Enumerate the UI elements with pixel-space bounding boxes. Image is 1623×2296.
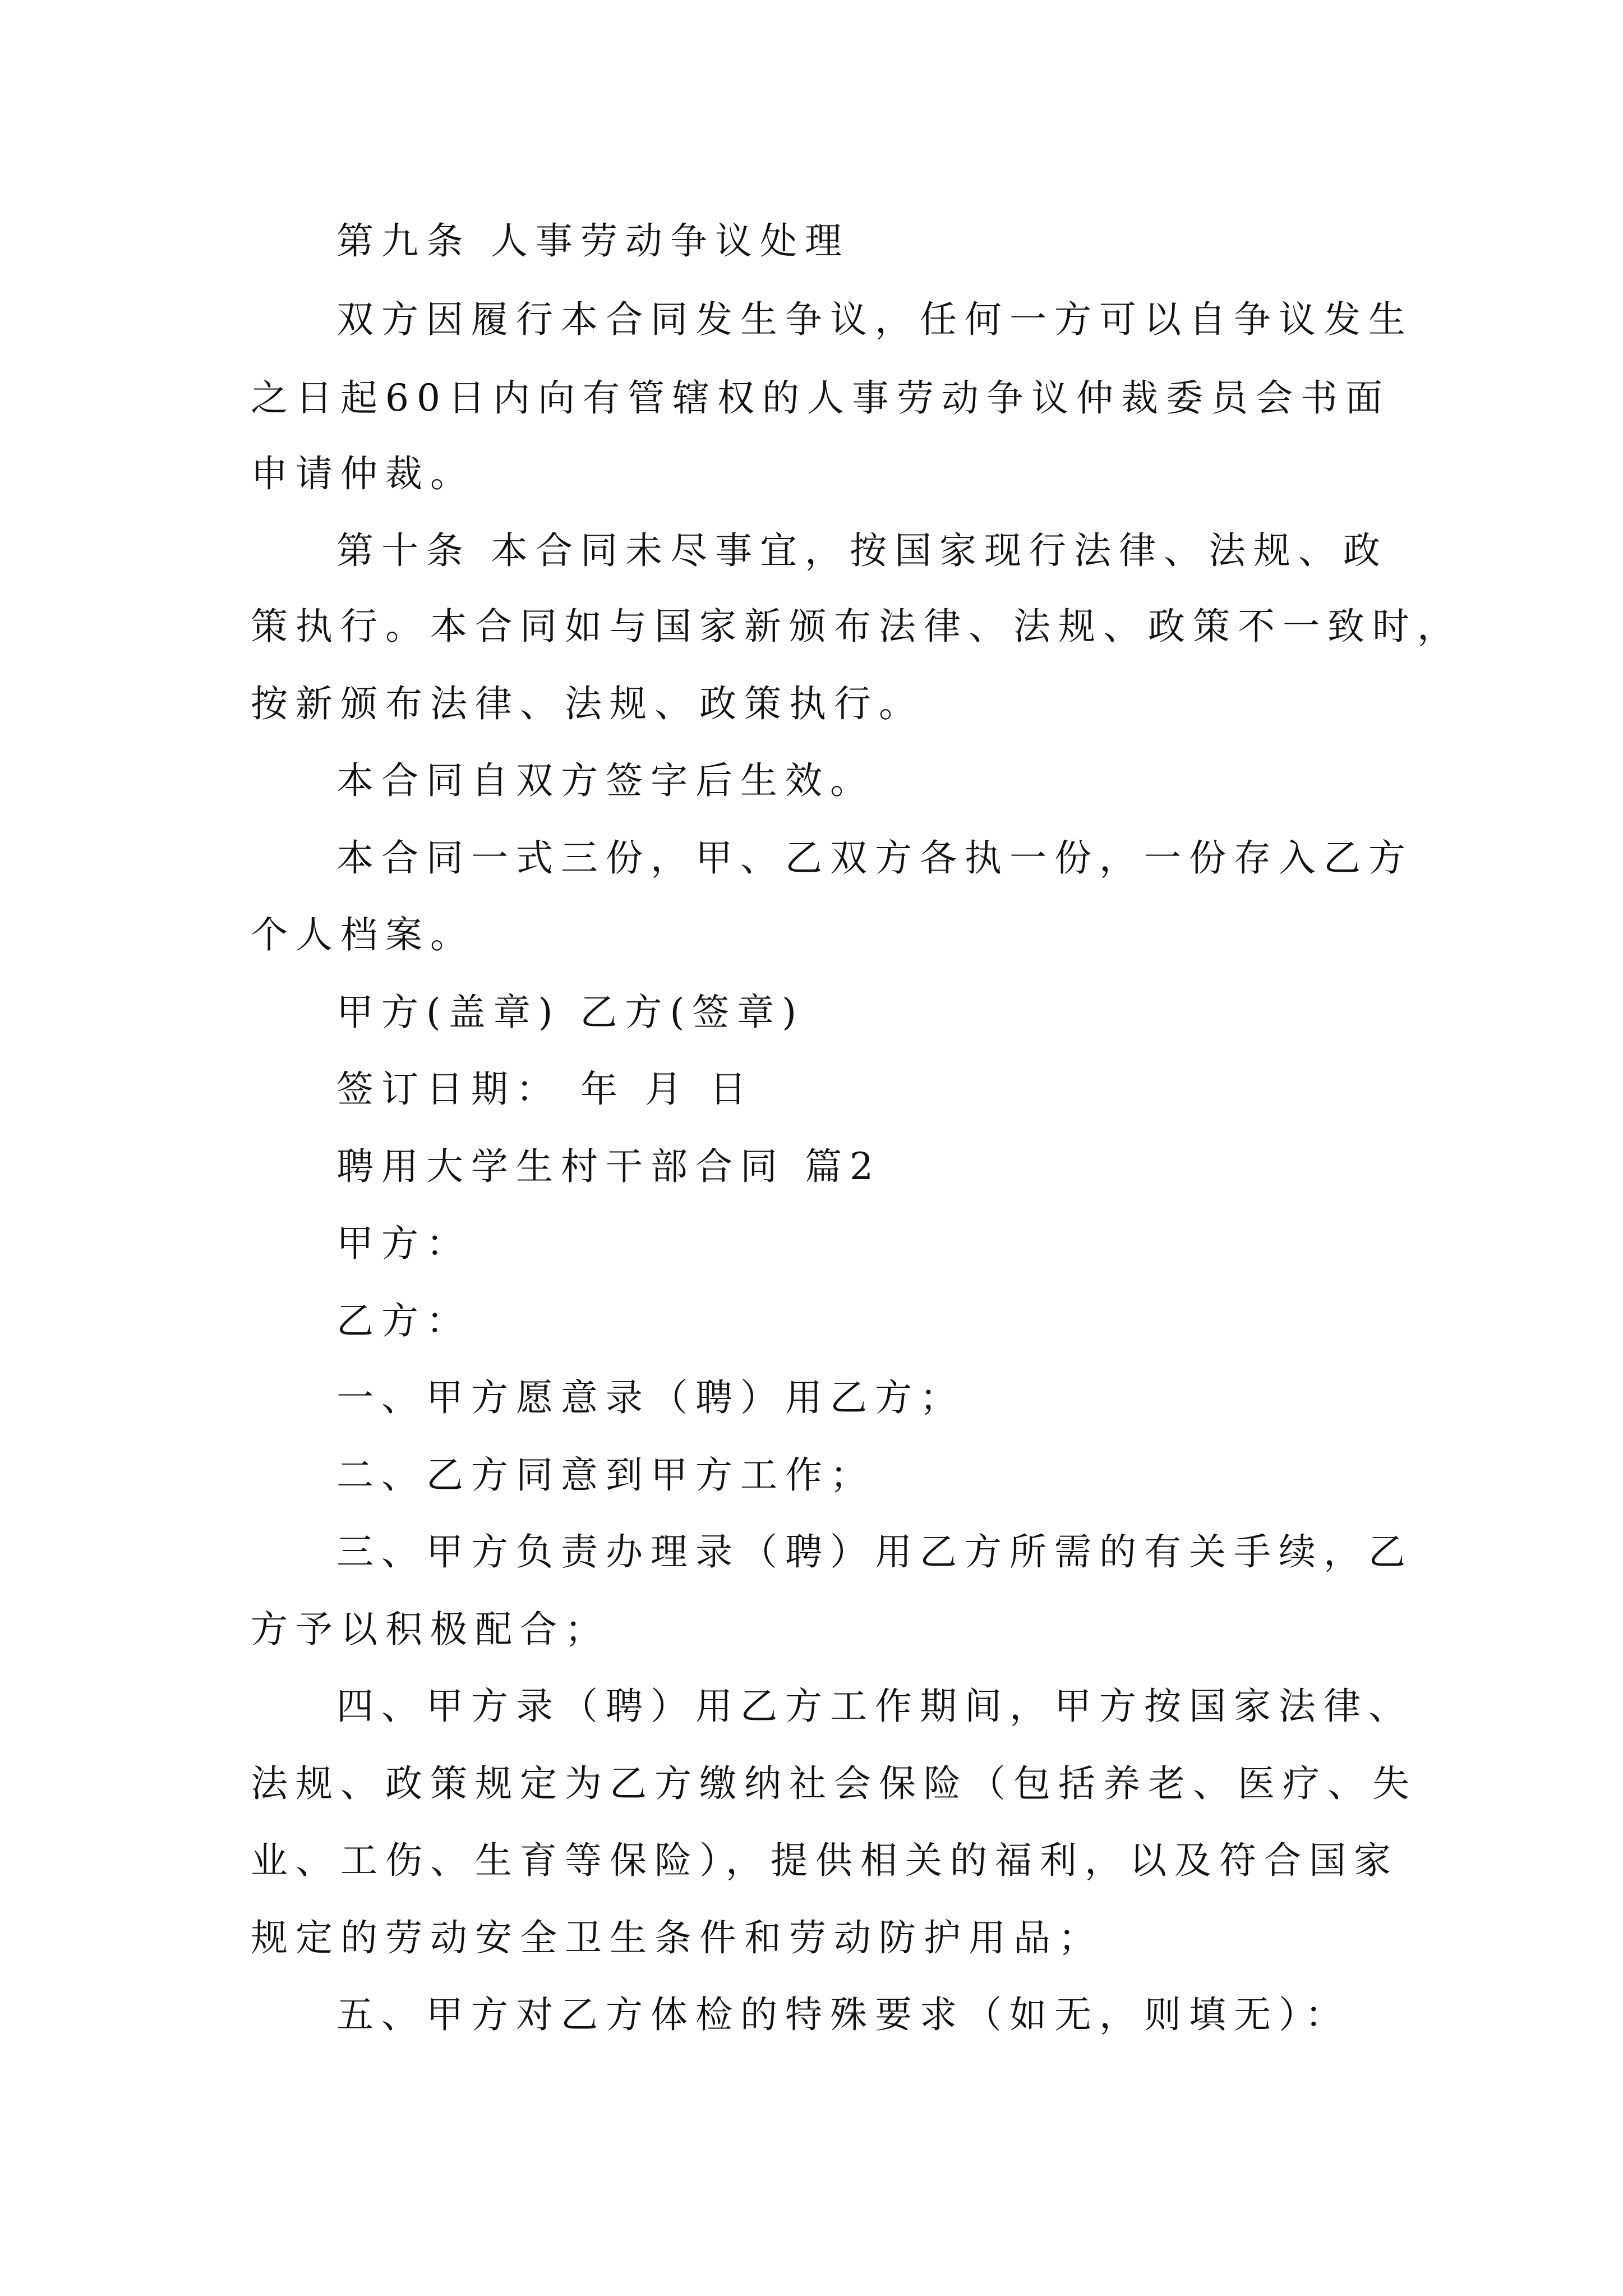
copies-line-1: 本合同一式三份，甲、乙双方各执一份，一份存入乙方 — [336, 836, 1413, 880]
party-a-label: 甲方： — [336, 1222, 471, 1265]
clause-2: 二、乙方同意到甲方工作； — [336, 1453, 875, 1497]
contract-2-title: 聘用大学生村干部合同 篇2 — [336, 1145, 881, 1188]
copies-line-2: 个人档案。 — [251, 913, 475, 956]
clause-3-line-1: 三、甲方负责办理录（聘）用乙方所需的有关手续，乙 — [336, 1530, 1413, 1573]
article-9-heading: 第九条 人事劳动争议处理 — [336, 219, 850, 263]
effective-clause: 本合同自双方签字后生效。 — [336, 759, 875, 802]
signature-line: 甲方(盖章) 乙方(签章) — [336, 991, 804, 1034]
clause-4-line-2: 法规、政策规定为乙方缴纳社会保险（包括养老、医疗、失 — [251, 1762, 1417, 1805]
clause-4-line-4: 规定的劳动安全卫生条件和劳动防护用品； — [251, 1916, 1103, 1959]
sign-date-line: 签订日期： 年 月 日 — [336, 1068, 754, 1111]
article-10-line-3: 按新颁布法律、法规、政策执行。 — [251, 682, 924, 725]
article-9-body-line-1: 双方因履行本合同发生争议，任何一方可以自争议发生 — [336, 298, 1413, 341]
article-10-line-2: 策执行。本合同如与国家新颁布法律、法规、政策不一致时， — [251, 605, 1462, 648]
article-9-body-line-3: 申请仲裁。 — [251, 452, 475, 495]
article-9-body-line-2: 之日起60日内向有管辖权的人事劳动争议仲裁委员会书面 — [251, 376, 1390, 420]
clause-1: 一、甲方愿意录（聘）用乙方； — [336, 1376, 965, 1419]
party-b-label: 乙方： — [336, 1299, 471, 1342]
clause-3-line-2: 方予以积极配合； — [251, 1608, 610, 1651]
clause-5: 五、甲方对乙方体检的特殊要求（如无，则填无）： — [336, 1993, 1350, 2036]
article-10-line-1: 第十条 本合同未尽事宜，按国家现行法律、法规、政 — [336, 529, 1388, 572]
clause-4-line-1: 四、甲方录（聘）用乙方工作期间，甲方按国家法律、 — [336, 1685, 1413, 1728]
clause-4-line-3: 业、工伤、生育等保险），提供相关的福利，以及符合国家 — [251, 1839, 1399, 1882]
